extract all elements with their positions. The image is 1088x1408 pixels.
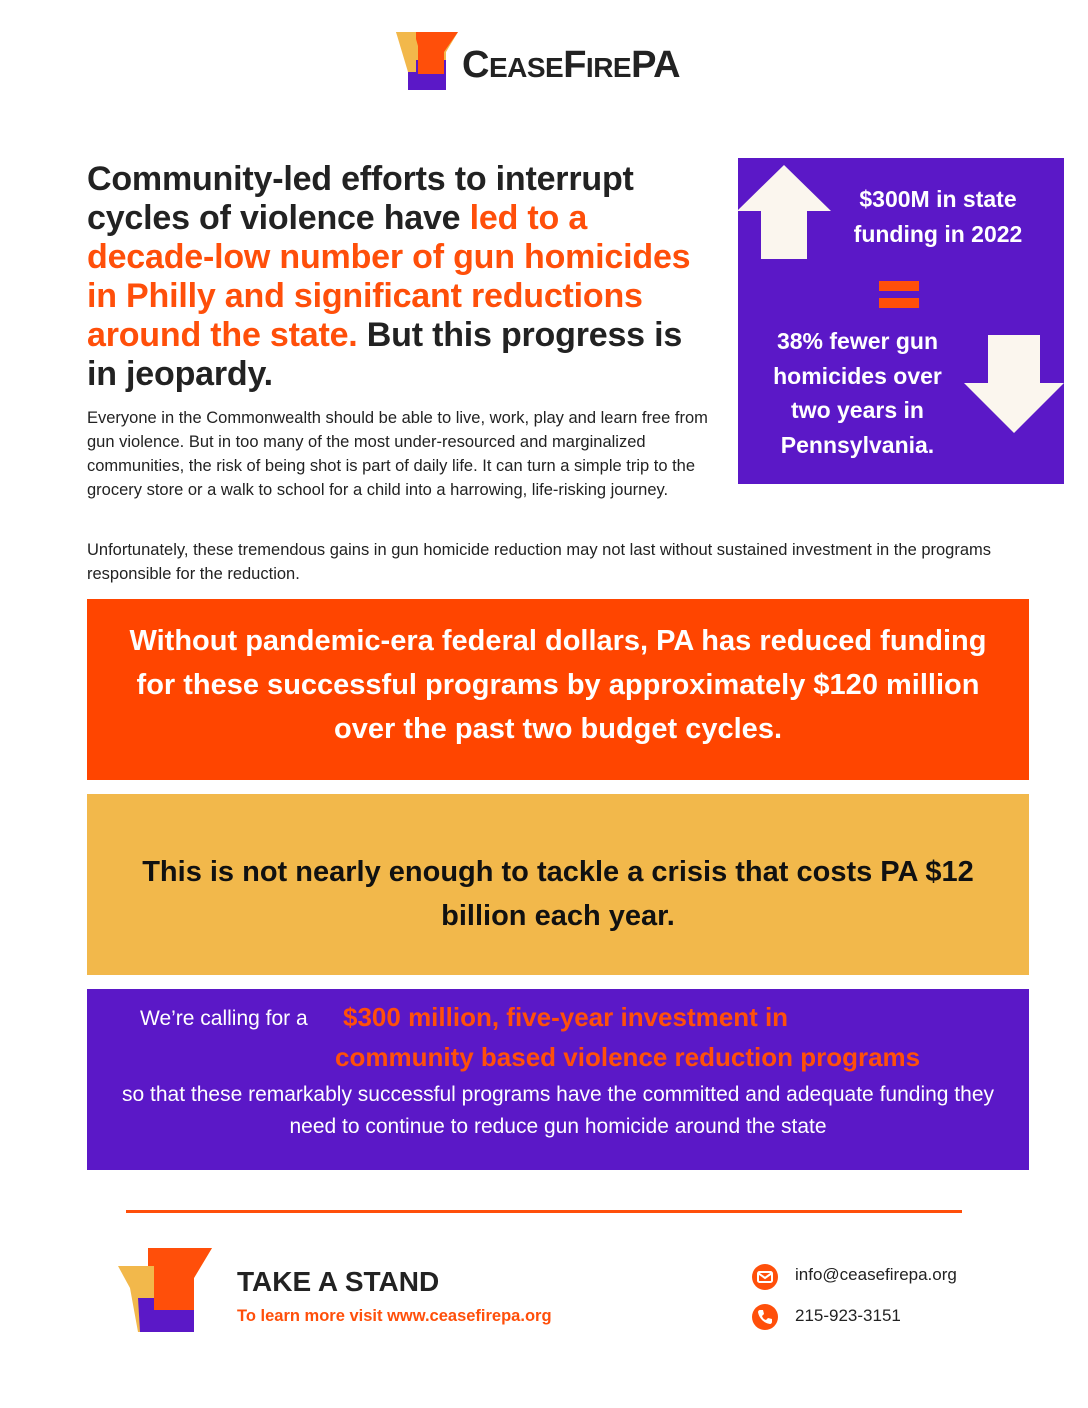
header-logo xyxy=(396,32,696,92)
equals-icon xyxy=(879,281,919,309)
call-tail-text: so that these remarkably successful programs have the committed and adequate funding they need to continue to reduce gun homicide around the state xyxy=(122,1083,994,1138)
down-arrow-icon xyxy=(964,335,1064,435)
intro-paragraph: Everyone in the Commonwealth should be able to live, work, play and learn free from gun violence. But in too many of the most under-resourced and marginalized communities, the risk of being shot is part of daily life. It can turn a simple trip to the grocery store or a walk to school for a child into a harrowing, life-risking journey. xyxy=(87,409,708,499)
phone-icon xyxy=(752,1304,778,1330)
take-a-stand-title: TAKE A STAND xyxy=(237,1266,440,1297)
call-highlight-text: $300 million, five-year investment in community based violence reduction programs xyxy=(335,1002,921,1072)
keystone-logo-icon xyxy=(396,32,458,92)
keystone-logo-icon xyxy=(118,1248,212,1334)
reduced-funding-banner: Without pandemic-era federal dollars, PA has reduced funding for these successful programs by approximately $120 million over the past two budget cycles. xyxy=(87,599,1029,780)
learn-more-link[interactable]: To learn more visit www.ceasefirepa.org xyxy=(237,1307,552,1325)
crisis-cost-banner: This is not nearly enough to tackle a crisis that costs PA $12 billion each year. xyxy=(87,794,1029,975)
email-icon xyxy=(752,1264,778,1290)
call-lead-text: We’re calling for a xyxy=(140,1007,308,1030)
sustain-paragraph: Unfortunately, these tremendous gains in gun homicide reduction may not last without sustained investment in the programs responsible for the reduction. xyxy=(87,541,992,583)
brand-wordmark: CEASEFIREPA xyxy=(462,44,681,86)
call-to-action-banner xyxy=(87,989,1029,1170)
email-link[interactable]: info@ceasefirepa.org xyxy=(795,1265,957,1284)
page-headline: Community-led efforts to interrupt cycles of violence have led to a decade-low number of gun homicides in Philly and significant reductions around the state. But this progress is in jeopardy. xyxy=(87,160,691,393)
phone-link[interactable]: 215-923-3151 xyxy=(795,1306,901,1325)
headline-highlight: led to a decade-low number of gun homicides in Philly and significant reductions around the state. xyxy=(87,199,691,354)
footer-divider xyxy=(126,1210,962,1213)
homicide-reduction-stat: 38% fewer gun homicides over two years in Pennsylvania. xyxy=(773,328,942,458)
up-arrow-icon xyxy=(737,165,831,259)
funding-stat: $300M in state funding in 2022 xyxy=(853,186,1023,247)
